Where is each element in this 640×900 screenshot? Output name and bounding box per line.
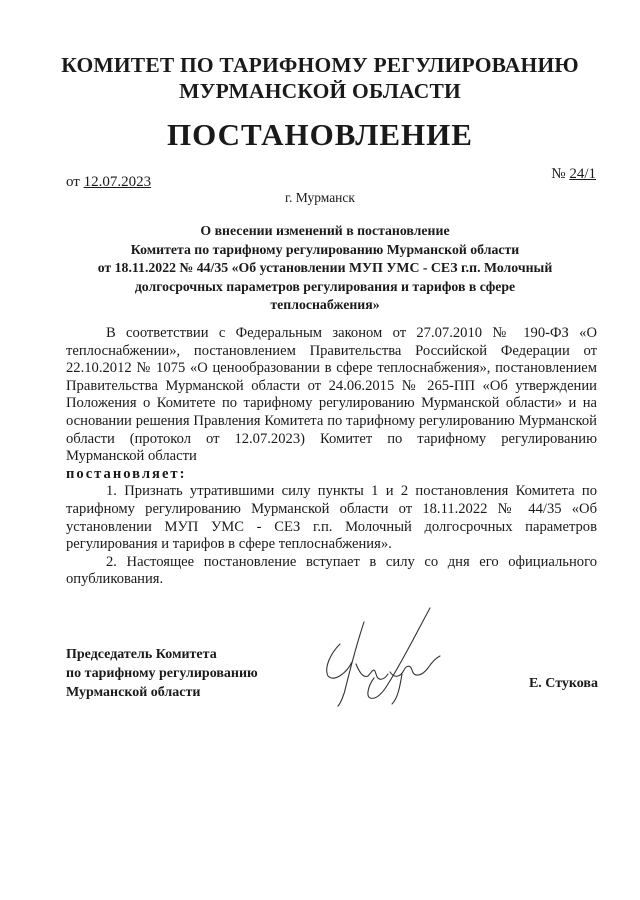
number-prefix: № [551,166,566,182]
handwritten-signature [318,604,444,710]
subject-line: долгосрочных параметров регулирования и тарифов в сфере [134,278,516,294]
document-date [66,174,151,191]
item-1-paragraph: 1. Признать утратившими силу пункты 1 и 2 постановления Комитета по тарифному регулированию Мурманской области от 18.11.2022 № 44/35 «Об установлении МУП УМС - СЕЗ г.п. Молочный долгосрочных параметров регулирования и тарифов в сфере теплоснабжения». [66,483,597,553]
organization-name [0,52,640,104]
date-value: 12.07.2023 [83,174,152,190]
date-prefix: от [66,174,80,190]
item-2-paragraph: 2. Настоящее постановление вступает в силу со дня его официального опубликования. [66,553,597,588]
document-body [66,325,597,589]
position-line: по тарифному регулированию [66,666,258,681]
signer-name: Е. Стукова [528,676,598,691]
document-subject [60,222,590,315]
decree-word: постановляет: [66,465,187,482]
signatory-position [66,645,258,702]
subject-line: Комитета по тарифному регулированию Мурманской области [130,241,520,257]
position-line: Мурманской области [66,685,201,700]
position-line: Председатель Комитета [66,647,217,662]
org-line-1: КОМИТЕТ ПО ТАРИФНОМУ РЕГУЛИРОВАНИЮ [61,53,579,77]
document-type-title: ПОСТАНОВЛЕНИЕ [167,117,473,152]
subject-line: теплоснабжения» [270,297,380,312]
org-line-2: МУРМАНСКОЙ ОБЛАСТИ [179,79,461,103]
preamble-paragraph: В соответствии с Федеральным законом от 27.07.2010 № 190-ФЗ «О теплоснабжении», постановлением Правительства Российской Федерации от 22.10.2012 № 1075 «О ценообразовании в сфере теплоснабжения», постановлением Правительства Мурманской области от 24.06.2015 № 265-ПП «Об утверждении Положения о Комитете по тарифному регулированию Мурманской области» и на основании решения Правления Комитета по тарифному регулированию Мурманской области (протокол от 12.07.2023) Комитет по тарифному регулированию Мурманской области [66,325,597,465]
city: г. Мурманск [285,190,355,205]
subject-line: О внесении изменений в постановление [200,223,450,238]
number-value: 24/1 [569,166,596,182]
subject-line: от 18.11.2022 № 44/35 «Об установлении МУП УМС - СЕЗ г.п. Молочный [97,260,553,275]
document-number [551,166,596,183]
